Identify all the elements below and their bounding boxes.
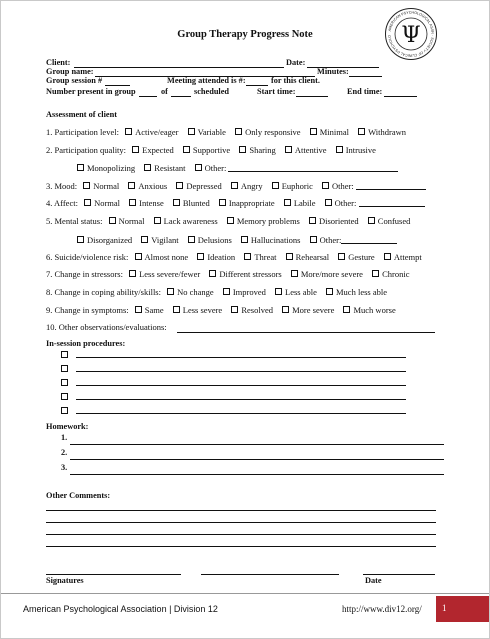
procedure-line[interactable] — [76, 385, 406, 386]
checkbox-option[interactable]: Less able — [275, 287, 317, 297]
checkbox-option[interactable]: Confused — [368, 216, 411, 226]
checkbox-option[interactable]: Much less able — [326, 287, 387, 297]
checkbox-option[interactable]: More severe — [282, 305, 334, 315]
client-field[interactable] — [74, 67, 284, 68]
checkbox-option[interactable]: Anxious — [128, 181, 167, 191]
for-this-client-label: for this client. — [271, 76, 320, 85]
homework-heading: Homework: — [46, 422, 89, 431]
other-field[interactable] — [228, 162, 398, 172]
date-signature-label: Date — [365, 576, 382, 585]
checkbox-option[interactable]: Disorganized — [77, 235, 132, 245]
checkbox-option[interactable]: Other: — [325, 198, 425, 208]
checkbox-option[interactable]: Disoriented — [309, 216, 359, 226]
checkbox-option[interactable]: Much worse — [343, 305, 395, 315]
homework-number: 3. — [61, 463, 68, 472]
coping-row: 8. Change in coping ability/skills: No change Improved Less able Much less able — [46, 287, 387, 297]
signature-line[interactable] — [46, 574, 181, 575]
meeting-attended-field[interactable] — [246, 85, 268, 86]
checkbox-option[interactable]: Resolved — [231, 305, 273, 315]
mood-row: 3. Mood: Normal Anxious Depressed Angry Euphoric Other: — [46, 180, 433, 192]
minutes-field[interactable] — [349, 76, 382, 77]
other-observations-row: 10. Other observations/evaluations: — [46, 322, 167, 332]
checkbox-option[interactable]: Withdrawn — [358, 127, 406, 137]
checkbox-option[interactable]: Lack awareness — [154, 216, 218, 226]
checkbox-option[interactable]: Less severe/fewer — [129, 269, 200, 279]
page-footer — [1, 593, 489, 624]
checkbox-option[interactable]: Intrusive — [336, 145, 376, 155]
checkbox-option[interactable]: Monopolizing — [77, 163, 135, 173]
participation-quality-row: 2. Participation quality: Expected Supportive Sharing Attentive Intrusive — [46, 145, 376, 155]
checkbox-option[interactable]: Resistant — [144, 163, 185, 173]
comments-heading: Other Comments: — [46, 491, 111, 500]
other-field[interactable] — [359, 197, 425, 207]
checkbox-option[interactable]: Chronic — [372, 269, 409, 279]
procedure-line[interactable] — [76, 371, 406, 372]
checkbox-option[interactable]: Variable — [188, 127, 226, 137]
checkbox-option[interactable]: Threat — [244, 252, 276, 262]
client-label: Client: — [46, 58, 71, 67]
procedure-checkbox[interactable] — [61, 407, 68, 414]
checkbox-option[interactable]: Other: — [310, 235, 398, 245]
checkbox-option[interactable]: Angry — [231, 181, 263, 191]
start-time-field[interactable] — [296, 96, 328, 97]
checkbox-option[interactable]: More/more severe — [291, 269, 363, 279]
checkbox-option[interactable]: Rehearsal — [286, 252, 330, 262]
form-title: Group Therapy Progress Note — [177, 29, 313, 40]
procedure-line[interactable] — [76, 413, 406, 414]
procedure-checkbox[interactable] — [61, 351, 68, 358]
date-label: Date: — [286, 58, 306, 67]
comment-line[interactable] — [46, 534, 436, 535]
participation-quality-row-2 — [77, 162, 405, 174]
checkbox-option[interactable]: Supportive — [183, 145, 230, 155]
in-session-heading: In-session procedures: — [46, 339, 126, 348]
end-time-label: End time: — [347, 87, 383, 96]
end-time-field[interactable] — [384, 96, 417, 97]
start-time-label: Start time: — [257, 87, 296, 96]
minutes-label: Minutes: — [317, 67, 349, 76]
other-observations-field[interactable] — [177, 332, 435, 333]
procedure-line[interactable] — [76, 357, 406, 358]
number-present-field[interactable] — [139, 96, 157, 97]
procedure-checkbox[interactable] — [61, 365, 68, 372]
signature-line[interactable] — [201, 574, 339, 575]
mental-status-row: 5. Mental status: Normal Lack awareness Memory problems Disoriented Confused — [46, 216, 411, 226]
number-present-label: Number present in group — [46, 87, 136, 96]
comment-line[interactable] — [46, 546, 436, 547]
checkbox-option[interactable]: Depressed — [176, 181, 221, 191]
checkbox-option[interactable]: Attempt — [384, 252, 422, 262]
svg-text:AMERICAN PSYCHOLOGICAL ASSN ·: AMERICAN PSYCHOLOGICAL ASSN · SOCIETY OF CLINICAL PSYCHOLO — [387, 10, 435, 58]
group-session-label: Group session # — [46, 76, 103, 85]
checkbox-option[interactable]: Hallucinations — [241, 235, 301, 245]
checkbox-option[interactable]: Different stressors — [209, 269, 281, 279]
page-number-badge: 1 — [436, 596, 489, 622]
stressors-row: 7. Change in stressors: Less severe/fewer Different stressors More/more severe Chronic — [46, 269, 410, 279]
comment-line[interactable] — [46, 522, 436, 523]
comment-line[interactable] — [46, 510, 436, 511]
meeting-attended-label: Meeting attended is #: — [167, 76, 246, 85]
checkbox-option[interactable]: No change — [167, 287, 214, 297]
procedure-checkbox[interactable] — [61, 393, 68, 400]
of-label: of — [161, 87, 168, 96]
date-line[interactable] — [363, 574, 435, 575]
checkbox-option[interactable]: Normal — [83, 181, 119, 191]
footer-org: American Psychological Association | Division 12 — [23, 604, 218, 614]
checkbox-option[interactable]: Ideation — [197, 252, 235, 262]
footer-url-link[interactable]: http://www.div12.org/ — [342, 604, 422, 614]
checkbox-option[interactable]: Improved — [223, 287, 266, 297]
checkbox-option[interactable]: Other: — [195, 163, 399, 173]
checkbox-option[interactable]: Delusions — [188, 235, 232, 245]
checkbox-option[interactable]: Other: — [322, 181, 426, 191]
procedure-line[interactable] — [76, 399, 406, 400]
scheduled-count-field[interactable] — [171, 96, 191, 97]
checkbox-option[interactable]: Minimal — [310, 127, 349, 137]
checkbox-option[interactable]: Memory problems — [227, 216, 300, 226]
checkbox-option[interactable]: Inappropriate — [219, 198, 275, 208]
other-field[interactable] — [341, 234, 397, 244]
homework-line[interactable] — [70, 474, 444, 475]
checkbox-option[interactable]: Normal — [84, 198, 120, 208]
suicide-risk-row: 6. Suicide/violence risk: Almost none Ideation Threat Rehearsal Gesture Attempt — [46, 252, 422, 262]
checkbox-option[interactable]: Normal — [109, 216, 145, 226]
checkbox-option[interactable]: Blunted — [173, 198, 210, 208]
checkbox-option[interactable]: Same — [135, 305, 164, 315]
checkbox-option[interactable]: Only responsive — [235, 127, 300, 137]
checkbox-option[interactable]: Vigilant — [141, 235, 178, 245]
homework-number: 2. — [61, 448, 68, 457]
checkbox-option[interactable]: Less severe — [173, 305, 222, 315]
group-session-field[interactable] — [105, 85, 130, 86]
homework-line[interactable] — [70, 459, 444, 460]
symptoms-row: 9. Change in symptoms: Same Less severe Resolved More severe Much worse — [46, 305, 396, 315]
checkbox-option[interactable]: Active/eager — [125, 127, 178, 137]
checkbox-option[interactable]: Labile — [284, 198, 316, 208]
checkbox-option[interactable]: Almost none — [135, 252, 189, 262]
affect-row: 4. Affect: Normal Intense Blunted Inappropriate Labile Other: — [46, 197, 432, 209]
apa-seal-logo — [384, 7, 438, 61]
homework-number: 1. — [61, 433, 68, 442]
checkbox-option[interactable]: Expected — [132, 145, 174, 155]
group-name-label: Group name: — [46, 67, 94, 76]
assessment-heading: Assessment of client — [46, 110, 117, 119]
checkbox-option[interactable]: Attentive — [285, 145, 327, 155]
other-field[interactable] — [356, 180, 426, 190]
checkbox-option[interactable]: Intense — [129, 198, 164, 208]
checkbox-option[interactable]: Gesture — [338, 252, 374, 262]
procedure-checkbox[interactable] — [61, 379, 68, 386]
homework-line[interactable] — [70, 444, 444, 445]
scheduled-label: scheduled — [194, 87, 230, 96]
psi-symbol: Ψ — [401, 23, 421, 48]
checkbox-option[interactable]: Euphoric — [272, 181, 313, 191]
mental-status-row-2 — [77, 234, 404, 246]
participation-level-row: 1. Participation level: Active/eager Variable Only responsive Minimal Withdrawn — [46, 127, 406, 137]
signatures-label: Signatures — [46, 576, 84, 585]
checkbox-option[interactable]: Sharing — [239, 145, 275, 155]
